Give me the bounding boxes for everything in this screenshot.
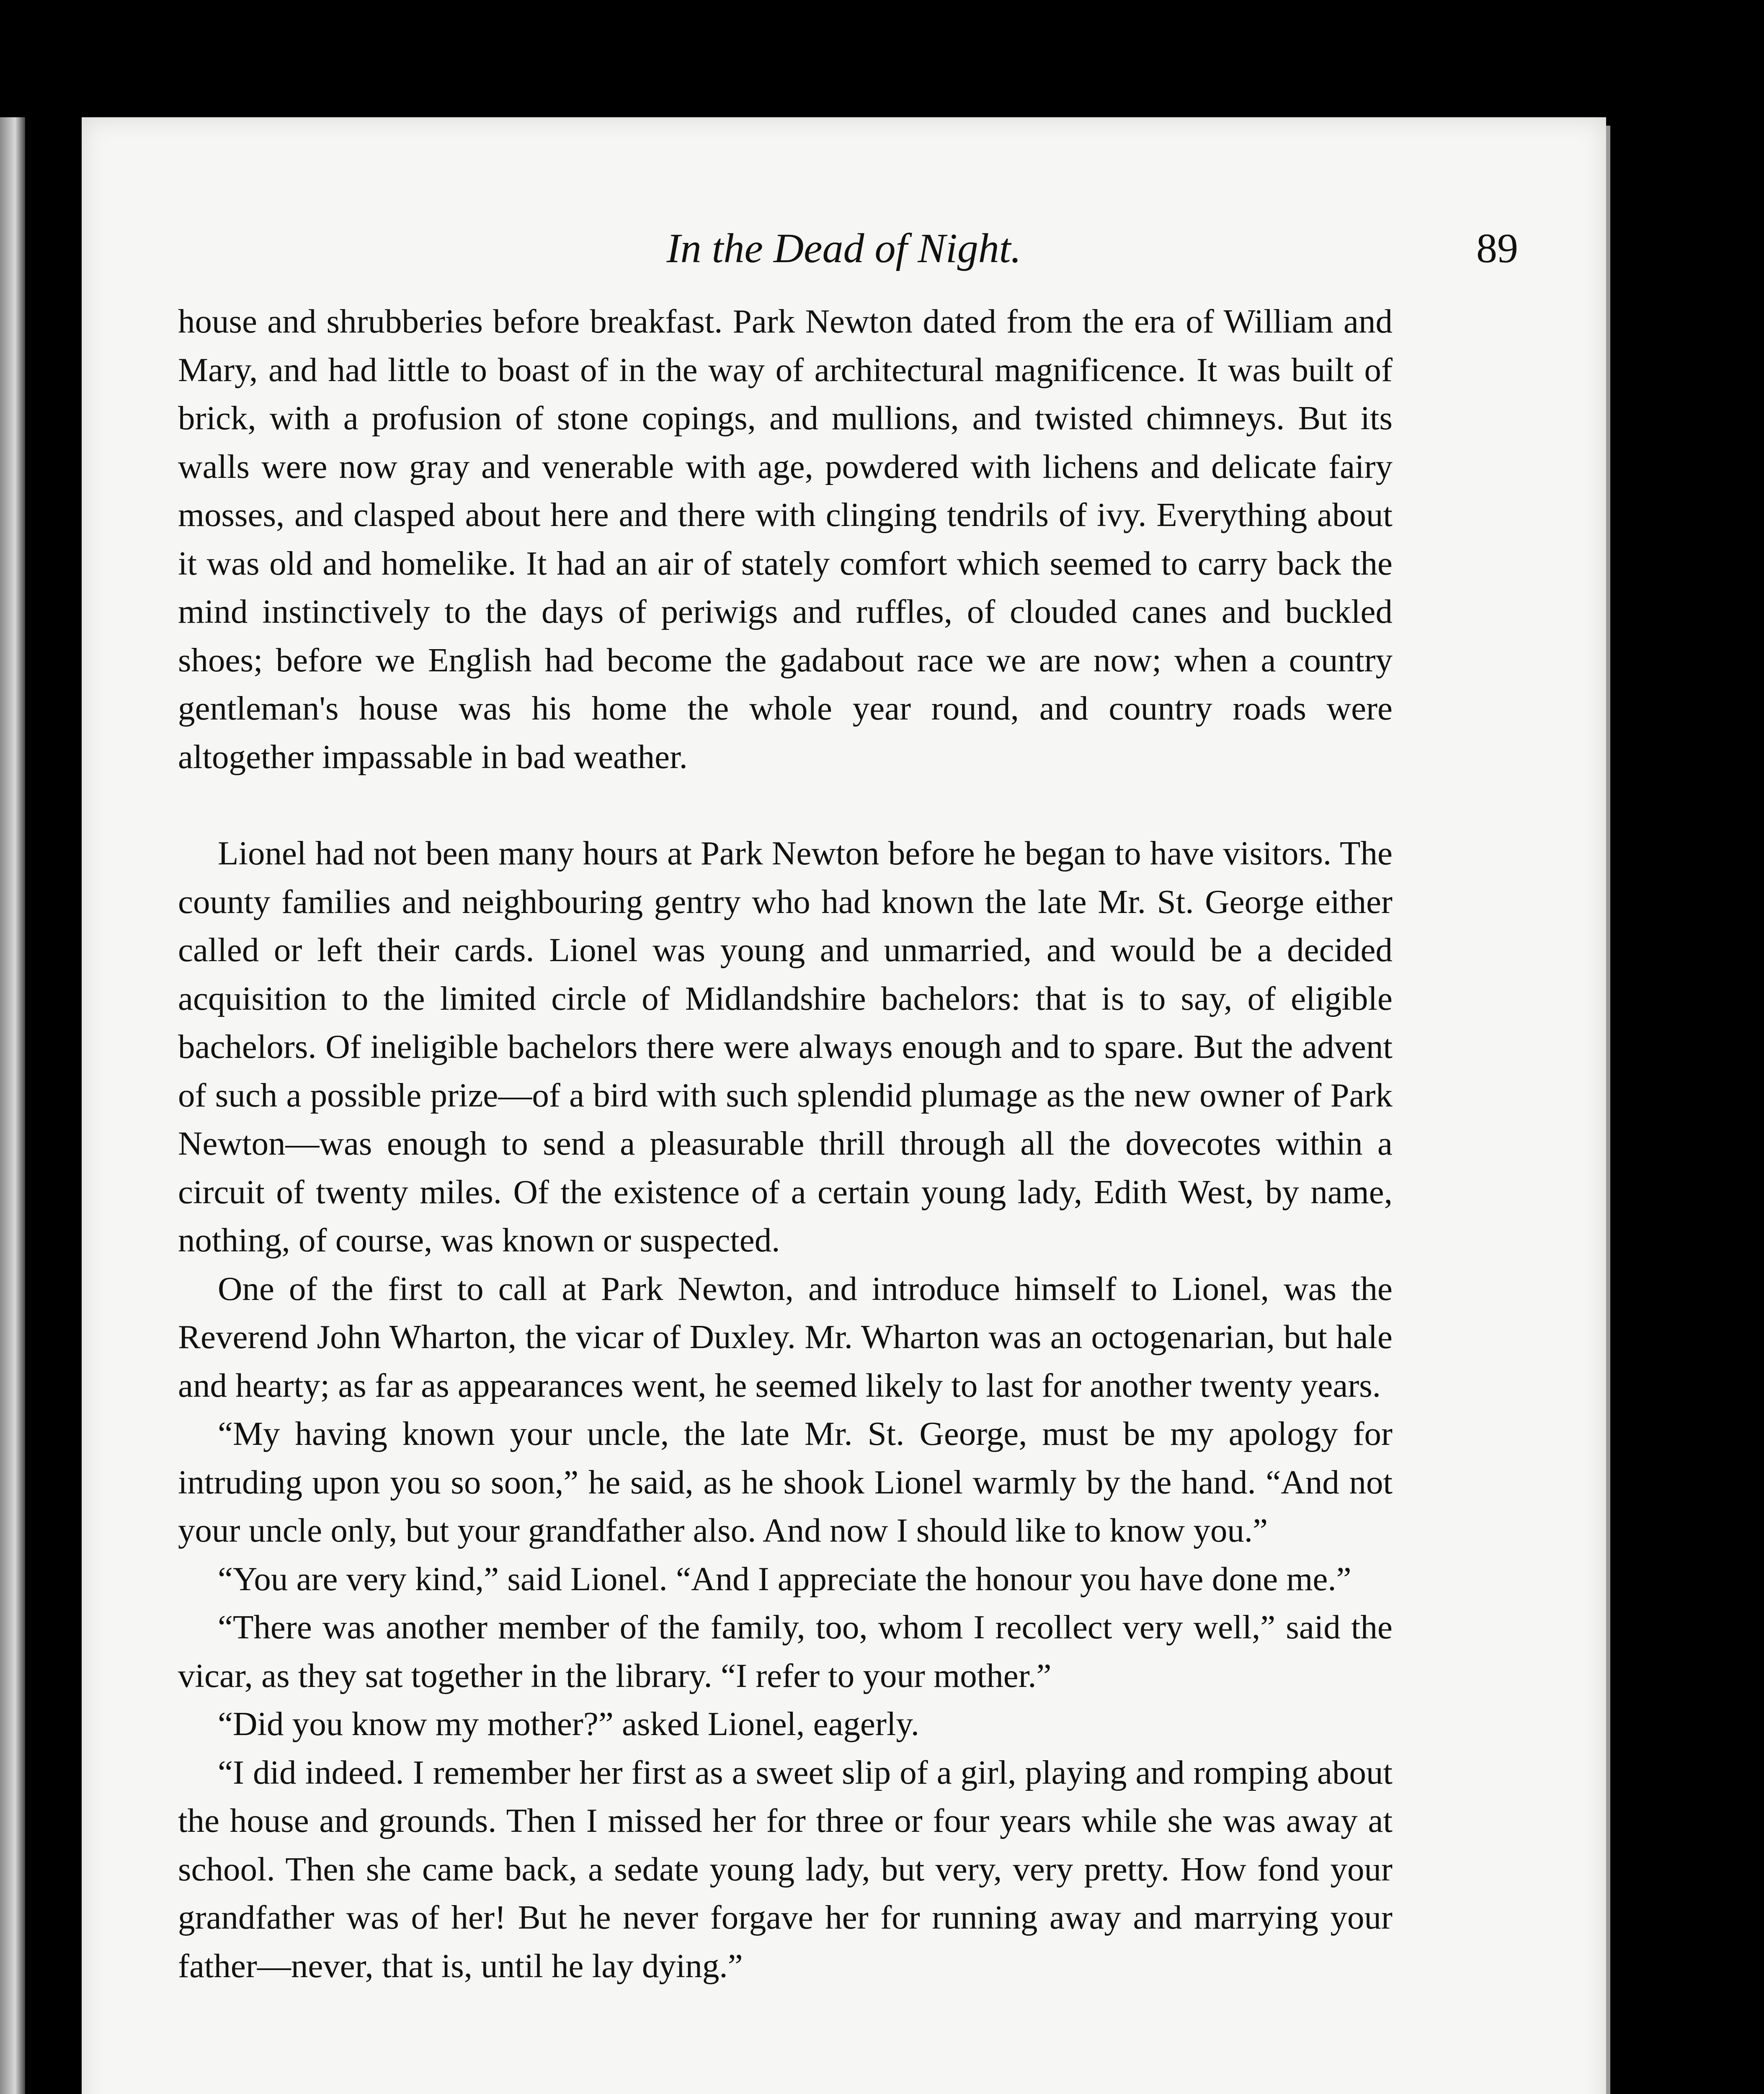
- body-text: [178, 297, 1393, 1990]
- paragraph: house and shrubberies before breakfast. Park Newton dated from the era of William and Mary, and had little to boast of in the way of architectural magnificence. It was built of brick, with a profusion of stone copings, and mullions, and twisted chimneys. But its walls were now gray and venerable with age, powdered with lichens and delicate fairy mosses, and clasped about here and there with clinging tendrils of ivy. Everything about it was old and homelike. It had an air of stately comfort which seemed to carry back the mind instinctively to the days of periwigs and ruffles, of clouded canes and buckled shoes; before we English had become the gadabout race we are now; when a country gentleman's house was his home the whole year round, and country roads were altogether impassable in bad weather.: [178, 302, 1393, 776]
- paragraph: “I did indeed. I remember her first as a sweet slip of a girl, playing and romping about the house and grounds. Then I missed her for three or four years while she was away at school. Then she came back, a sedate young lady, but very, very pretty. How fond your grandfather was of her! But he never forgave her for running away and marrying your father—never, that is, until he lay dying.”: [178, 1753, 1393, 1985]
- paragraph: “My having known your uncle, the late Mr. St. George, must be my apology for intruding upon you so soon,” he said, as he shook Lionel warmly by the hand. “And not your uncle only, but your grandfather also. And now I should like to know you.”: [178, 1415, 1393, 1549]
- running-head: [82, 224, 1606, 283]
- paragraph: One of the first to call at Park Newton, and introduce himself to Lionel, was the Reverend John Wharton, the vicar of Duxley. Mr. Wharton was an octogenarian, but hale and hearty; as far as appearances went, he seemed likely to last for another twenty years.: [178, 1269, 1393, 1404]
- page-edge: [1606, 126, 1610, 2094]
- page-number: 89: [1476, 225, 1518, 271]
- paragraph: “There was another member of the family, too, whom I recollect very well,” said the vicar, as they sat together in the library. “I refer to your mother.”: [178, 1608, 1393, 1694]
- paragraph: “You are very kind,” said Lionel. “And I appreciate the honour you have done me.”: [218, 1560, 1351, 1598]
- running-title: In the Dead of Night.: [666, 225, 1021, 271]
- paragraph: Lionel had not been many hours at Park Newton before he began to have visitors. The county families and neighbouring gentry who had known the late Mr. St. George either called or left their cards. Lionel was young and unmarried, and would be a decided acquisition to the limited circle of Midlandshire bachelors: that is to say, of eligible bachelors. Of ineligible bachelors there were always enough and to spare. But the advent of such a possible prize—of a bird with such splendid plumage as the new owner of Park Newton—was enough to send a pleasurable thrill through all the dovecotes within a circuit of twenty miles. Of the existence of a certain young lady, Edith West, by name, nothing, of course, was known or suspected.: [178, 834, 1393, 1259]
- book-page: [82, 117, 1606, 2094]
- paragraph: “Did you know my mother?” asked Lionel, eagerly.: [218, 1705, 919, 1743]
- adjacent-page-edge: [0, 117, 25, 2094]
